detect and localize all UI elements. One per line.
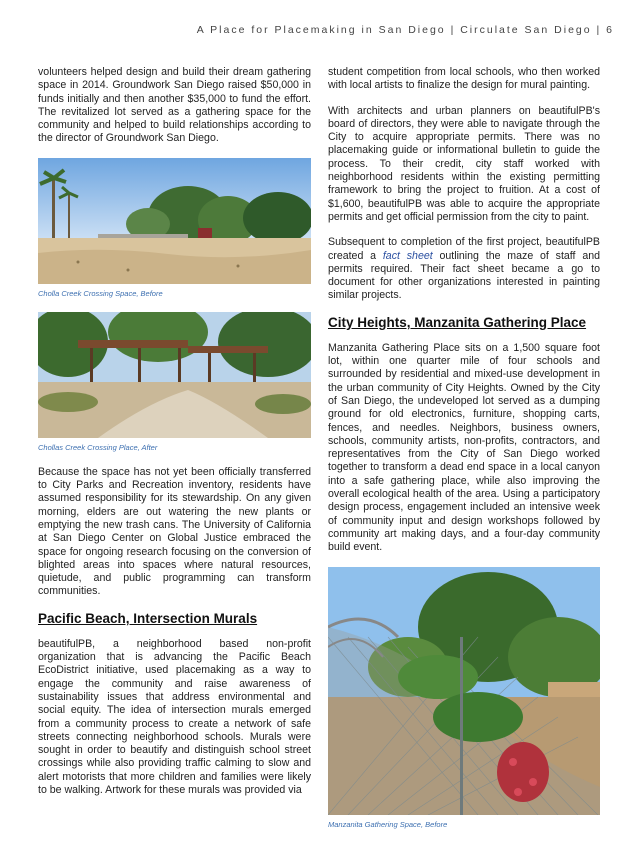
body-paragraph [328, 236, 600, 302]
body-paragraph: Because the space has not yet been officially transferred to City Parks and Recreation inventory, residents have assumed responsibility for its stewardship. On any given morning, elders are out watering the new plants or emptying the new trash cans. The University of California at San Diego Center on Global Justice embraced the space for ongoing research focusing on the conversion of blighted areas into spaces where natural resources, quietude, and public programming can transform communities. [38, 465, 311, 598]
left-column [38, 66, 311, 809]
fact-sheet-link[interactable]: fact sheet [382, 249, 433, 262]
cholla-before-image [38, 158, 311, 284]
photo-cholla-before [38, 158, 311, 284]
chollas-after-image [38, 312, 311, 438]
body-paragraph: beautifulPB, a neighborhood based non-profit organization that is advancing the Pacific Beach EcoDistrict initiative, used placemaking as a way to engage the community and raise awareness of sustainability issues that address environmental and social equity. The idea of intersection murals emerged from a community process to create a network of safe streets connecting neighborhood schools. Murals were sought in order to beautify and distinguish school street crossings while also providing traffic calming to slow and alert motorists that more children and families were likely to be walking. Artwork for these murals was provided via [38, 637, 311, 797]
paragraph-text: Subsequent to completion of the first project, beautifulPB created a [328, 236, 600, 262]
manzanita-before-image [328, 567, 600, 815]
photo-caption: Manzanita Gathering Space, Before [328, 819, 448, 829]
body-paragraph: volunteers helped design and build their dream gathering space in 2014. Groundwork San Diego raised $50,000 in funds initially and then another $35,000 to fund the effort. The revitalized lot served as a gathering space for the community and helped to build relationships according to the director of Groundwork San Diego. [38, 66, 311, 145]
right-column [328, 66, 600, 843]
photo-chollas-after [38, 312, 311, 438]
body-paragraph: Manzanita Gathering Place sits on a 1,500 square foot lot, within one quarter mile of four schools and surrounded by residential and mixed-use development in the urban community of City Heights. Owned by the City of San Diego, the undeveloped lot served as a dumping ground for old electronics, furniture, shopping carts, fences, and needles. Neighbors, business owners, schools, community artists, non-profits, contractors, and representatives from the City of San Diego worked together to transform a dead end space in a local canyon into a safe gathering place, while also improving the overall ecological health of the area. Using a participatory design process, engagement included an intensive week of community input and design workshops followed by community art making days, and a four-day community build event. [328, 341, 600, 554]
paragraph-text: outlining the maze of staff and permits required. Their fact sheet became a go to document for other organizations interested in painting similar projects. [328, 249, 600, 302]
photo-caption: Chollas Creek Crossing Place, After [38, 442, 158, 452]
body-paragraph: student competition from local schools, who then worked with local artists to finalize the design for mural painting. [328, 66, 600, 92]
running-header: A Place for Placemaking in San Diego | Circulate San Diego | 6 [196, 24, 614, 36]
photo-caption: Cholla Creek Crossing Space, Before [38, 288, 163, 298]
section-heading-city-heights: City Heights, Manzanita Gathering Place [328, 314, 587, 330]
photo-manzanita-before [328, 567, 600, 815]
section-heading-pacific-beach: Pacific Beach, Intersection Murals [38, 610, 258, 626]
body-paragraph: With architects and urban planners on beautifulPB's board of directors, they were able to navigate through the City to acquire appropriate permits. There was no placemaking guide or informational bulletin to guide the process. To their credit, city staff worked with neighborhood residents within the existing permitting framework to bring the project to fruition. At a cost of $1,600, beautifulPB was able to acquire the appropriate permits and get official permission from the city to paint. [328, 104, 600, 223]
